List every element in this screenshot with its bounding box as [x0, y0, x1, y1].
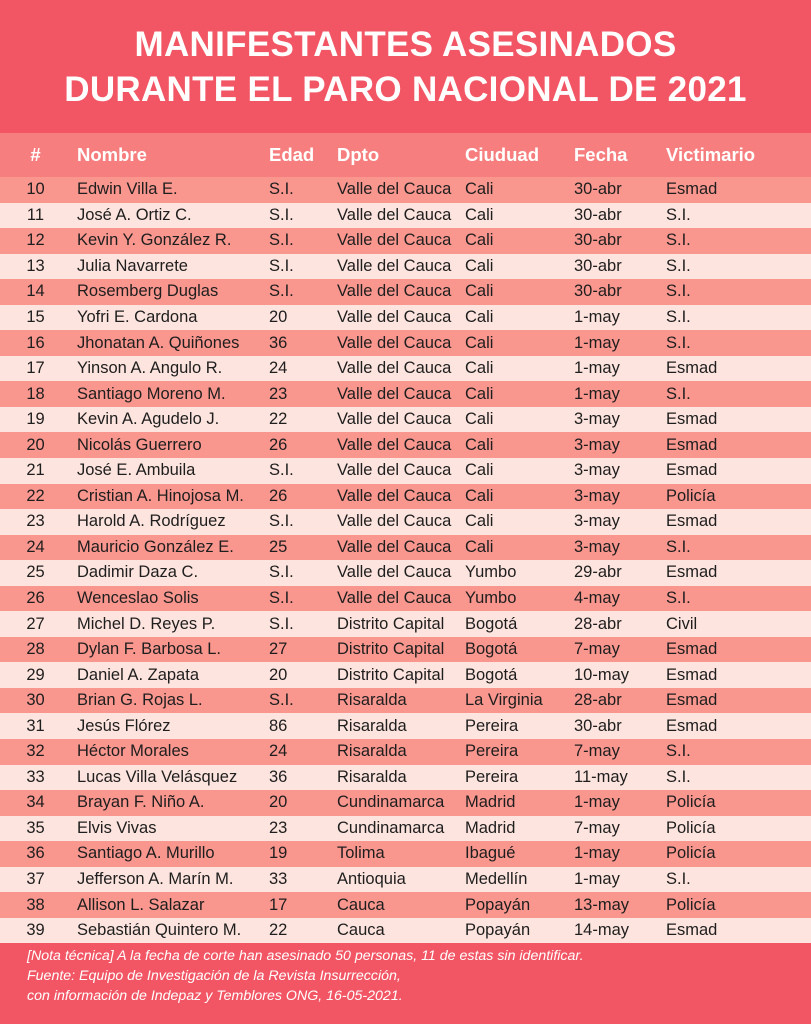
table-row — [0, 330, 811, 356]
cell-date: 3-may — [574, 512, 620, 531]
cell-city: Cali — [465, 359, 494, 378]
cell-number: 22 — [26, 486, 45, 505]
cell-name: Yofri E. Cardona — [77, 308, 198, 326]
cell-age: 25 — [269, 537, 288, 556]
header-age: Edad — [269, 144, 315, 165]
cell-city: Cali — [465, 333, 494, 352]
cell-department: Distrito Capital — [337, 665, 445, 684]
cell-city: Cali — [465, 486, 494, 505]
cell-date: 1-may — [574, 359, 620, 378]
cell-perpetrator: Esmad — [666, 640, 718, 659]
cell-department: Valle del Cauca — [337, 359, 452, 378]
cell-number: 24 — [26, 537, 45, 556]
cell-age: 22 — [269, 921, 288, 940]
cell-age: S.I. — [269, 563, 294, 582]
cell-city: Cali — [465, 282, 494, 301]
table-row — [0, 892, 811, 918]
cell-number: 39 — [26, 921, 45, 940]
cell-department: Risaralda — [337, 716, 407, 735]
table-row — [0, 918, 811, 944]
cell-department: Valle del Cauca — [337, 563, 452, 582]
cell-department: Distrito Capital — [337, 640, 445, 659]
cell-age: 27 — [269, 640, 288, 659]
title-banner — [0, 0, 811, 133]
cell-date: 1-may — [574, 333, 620, 352]
cell-date: 1-may — [574, 308, 620, 326]
cell-perpetrator: Esmad — [666, 435, 718, 454]
cell-name: Dylan F. Barbosa L. — [77, 640, 221, 659]
cell-number: 26 — [26, 589, 45, 608]
cell-name: Jhonatan A. Quiñones — [77, 333, 240, 352]
cell-department: Valle del Cauca — [337, 537, 452, 556]
cell-number: 36 — [26, 844, 45, 863]
cell-name: Daniel A. Zapata — [77, 665, 199, 684]
cell-age: 20 — [269, 665, 288, 684]
victims-table — [0, 133, 811, 943]
cell-department: Cundinamarca — [337, 818, 445, 837]
cell-perpetrator: S.I. — [666, 231, 691, 250]
cell-age: 22 — [269, 410, 288, 429]
cell-number: 14 — [26, 282, 45, 301]
cell-name: Brayan F. Niño A. — [77, 793, 205, 812]
cell-date: 7-may — [574, 742, 620, 761]
cell-number: 37 — [26, 870, 45, 889]
table-row — [0, 509, 811, 535]
cell-department: Risaralda — [337, 767, 407, 786]
cell-city: Bogotá — [465, 665, 518, 684]
cell-date: 3-may — [574, 410, 620, 429]
cell-perpetrator: S.I. — [666, 384, 691, 403]
cell-perpetrator: Policía — [666, 486, 716, 505]
cell-city: Cali — [465, 410, 494, 429]
cell-number: 18 — [26, 384, 45, 403]
cell-age: S.I. — [269, 205, 294, 224]
cell-age: S.I. — [269, 589, 294, 608]
cell-age: S.I. — [269, 256, 294, 275]
cell-perpetrator: Esmad — [666, 180, 718, 199]
cell-age: 33 — [269, 870, 288, 889]
cell-age: 23 — [269, 818, 288, 837]
table-row — [0, 381, 811, 407]
cell-department: Valle del Cauca — [337, 589, 452, 608]
cell-number: 35 — [26, 818, 45, 837]
table-row — [0, 637, 811, 663]
cell-perpetrator: Esmad — [666, 512, 718, 531]
cell-name: Nicolás Guerrero — [77, 435, 202, 454]
title-line-2: DURANTE EL PARO NACIONAL DE 2021 — [64, 69, 747, 109]
table-row — [0, 407, 811, 433]
cell-city: Popayán — [465, 895, 531, 914]
cell-perpetrator: Esmad — [666, 921, 718, 940]
cell-department: Risaralda — [337, 742, 407, 761]
cell-perpetrator: Esmad — [666, 410, 718, 429]
cell-date: 10-may — [574, 665, 630, 684]
cell-age: 20 — [269, 308, 288, 326]
footnote — [0, 943, 811, 1006]
cell-perpetrator: S.I. — [666, 870, 691, 889]
table-row — [0, 765, 811, 791]
table-row — [0, 662, 811, 688]
cell-date: 1-may — [574, 870, 620, 889]
cell-perpetrator: S.I. — [666, 205, 691, 224]
cell-department: Valle del Cauca — [337, 384, 452, 403]
cell-number: 15 — [26, 308, 45, 326]
cell-age: S.I. — [269, 614, 294, 633]
cell-name: Jefferson A. Marín M. — [77, 870, 234, 889]
cell-city: Pereira — [465, 767, 519, 786]
cell-perpetrator: S.I. — [666, 333, 691, 352]
cell-date: 3-may — [574, 486, 620, 505]
cell-department: Valle del Cauca — [337, 486, 452, 505]
table-row — [0, 305, 811, 331]
header-perpetrator: Victimario — [666, 144, 756, 165]
header-number: # — [30, 144, 41, 165]
cell-date: 30-abr — [574, 180, 622, 199]
cell-name: Wenceslao Solis — [77, 589, 199, 608]
table-row — [0, 790, 811, 816]
cell-number: 27 — [26, 614, 45, 633]
cell-perpetrator: S.I. — [666, 282, 691, 301]
cell-name: Yinson A. Angulo R. — [77, 359, 223, 378]
cell-city: Pereira — [465, 716, 519, 735]
cell-age: 36 — [269, 333, 288, 352]
cell-city: Cali — [465, 180, 494, 199]
table-row — [0, 535, 811, 561]
table-row — [0, 279, 811, 305]
cell-perpetrator: S.I. — [666, 767, 691, 786]
cell-date: 14-may — [574, 921, 630, 940]
cell-perpetrator: Policía — [666, 895, 716, 914]
cell-age: 26 — [269, 435, 288, 454]
cell-name: Allison L. Salazar — [77, 895, 205, 914]
cell-city: Bogotá — [465, 640, 518, 659]
cell-city: Cali — [465, 461, 494, 480]
cell-date: 7-may — [574, 818, 620, 837]
table-row — [0, 356, 811, 382]
cell-age: 24 — [269, 742, 288, 761]
cell-city: Cali — [465, 512, 494, 531]
cell-name: Kevin Y. González R. — [77, 231, 232, 250]
table-row — [0, 228, 811, 254]
cell-date: 3-may — [574, 461, 620, 480]
cell-name: Cristian A. Hinojosa M. — [77, 486, 244, 505]
cell-date: 7-may — [574, 640, 620, 659]
cell-department: Valle del Cauca — [337, 461, 452, 480]
table-row — [0, 560, 811, 586]
cell-age: S.I. — [269, 180, 294, 199]
cell-date: 3-may — [574, 537, 620, 556]
cell-name: Mauricio González E. — [77, 537, 234, 556]
cell-number: 38 — [26, 895, 45, 914]
cell-city: Pereira — [465, 742, 519, 761]
cell-number: 29 — [26, 665, 45, 684]
cell-number: 28 — [26, 640, 45, 659]
table-row — [0, 611, 811, 637]
cell-name: Brian G. Rojas L. — [77, 691, 203, 710]
cell-number: 17 — [26, 359, 45, 378]
cell-number: 20 — [26, 435, 45, 454]
cell-city: Cali — [465, 308, 494, 326]
cell-department: Cundinamarca — [337, 793, 445, 812]
table-body — [0, 177, 811, 943]
cell-perpetrator: S.I. — [666, 537, 691, 556]
cell-city: Cali — [465, 256, 494, 275]
cell-number: 10 — [26, 180, 45, 199]
cell-date: 3-may — [574, 435, 620, 454]
cell-city: Cali — [465, 205, 494, 224]
cell-department: Cauca — [337, 895, 385, 914]
cell-date: 28-abr — [574, 614, 622, 633]
cell-age: 17 — [269, 895, 288, 914]
cell-name: Rosemberg Duglas — [77, 282, 219, 301]
cell-name: Lucas Villa Velásquez — [77, 767, 238, 786]
cell-number: 32 — [26, 742, 45, 761]
cell-date: 28-abr — [574, 691, 622, 710]
cell-name: José E. Ambuila — [77, 461, 196, 480]
table-row — [0, 484, 811, 510]
cell-date: 1-may — [574, 384, 620, 403]
cell-department: Antioquia — [337, 870, 406, 889]
cell-number: 33 — [26, 767, 45, 786]
cell-department: Valle del Cauca — [337, 205, 452, 224]
cell-department: Valle del Cauca — [337, 256, 452, 275]
footnote-source-detail: con información de Indepaz y Temblores ONG, 16-05-2021. — [27, 988, 403, 1005]
cell-name: Harold A. Rodríguez — [77, 512, 226, 531]
cell-date: 11-may — [574, 767, 628, 786]
cell-city: La Virginia — [465, 691, 543, 710]
cell-perpetrator: Esmad — [666, 691, 718, 710]
cell-number: 13 — [26, 256, 45, 275]
footnote-note: [Nota técnica] A la fecha de corte han asesinado 50 personas, 11 de estas sin identificar. — [27, 948, 584, 965]
cell-name: José A. Ortiz C. — [77, 205, 192, 224]
cell-perpetrator: Policía — [666, 793, 716, 812]
cell-name: Sebastián Quintero M. — [77, 921, 242, 940]
cell-date: 30-abr — [574, 231, 622, 250]
footnote-source: Fuente: Equipo de Investigación de la Revista Insurrección, — [27, 968, 401, 985]
header-city: Ciuduad — [465, 144, 539, 165]
cell-perpetrator: S.I. — [666, 589, 691, 608]
cell-city: Cali — [465, 435, 494, 454]
cell-perpetrator: S.I. — [666, 308, 691, 326]
cell-date: 1-may — [574, 793, 620, 812]
cell-city: Madrid — [465, 818, 516, 837]
cell-name: Julia Navarrete — [77, 256, 188, 275]
cell-city: Bogotá — [465, 614, 518, 633]
table-row — [0, 867, 811, 893]
cell-perpetrator: Esmad — [666, 359, 718, 378]
cell-date: 30-abr — [574, 282, 622, 301]
header-date: Fecha — [574, 144, 628, 165]
cell-name: Kevin A. Agudelo J. — [77, 410, 220, 429]
cell-name: Dadimir Daza C. — [77, 563, 199, 582]
cell-number: 23 — [26, 512, 45, 531]
cell-number: 34 — [26, 793, 45, 812]
cell-city: Medellín — [465, 870, 528, 889]
cell-perpetrator: Esmad — [666, 461, 718, 480]
cell-name: Santiago A. Murillo — [77, 844, 215, 863]
cell-department: Valle del Cauca — [337, 410, 452, 429]
header-name: Nombre — [77, 144, 147, 165]
table-row — [0, 254, 811, 280]
cell-city: Yumbo — [465, 589, 517, 608]
cell-date: 30-abr — [574, 256, 622, 275]
cell-age: 19 — [269, 844, 288, 863]
table-row — [0, 458, 811, 484]
cell-age: 86 — [269, 716, 288, 735]
cell-age: 26 — [269, 486, 288, 505]
cell-number: 12 — [26, 231, 45, 250]
cell-department: Valle del Cauca — [337, 282, 452, 301]
cell-number: 21 — [26, 461, 45, 480]
cell-department: Risaralda — [337, 691, 407, 710]
cell-department: Valle del Cauca — [337, 231, 452, 250]
cell-date: 30-abr — [574, 716, 622, 735]
cell-perpetrator: Esmad — [666, 716, 718, 735]
cell-department: Cauca — [337, 921, 385, 940]
cell-age: 36 — [269, 767, 288, 786]
cell-age: S.I. — [269, 231, 294, 250]
cell-department: Valle del Cauca — [337, 308, 452, 326]
cell-age: 23 — [269, 384, 288, 403]
cell-perpetrator: Policía — [666, 844, 716, 863]
table-header-row — [0, 133, 811, 177]
cell-number: 11 — [26, 205, 45, 224]
table-row — [0, 739, 811, 765]
cell-name: Héctor Morales — [77, 742, 189, 761]
table-row — [0, 586, 811, 612]
cell-date: 13-may — [574, 895, 630, 914]
cell-age: 20 — [269, 793, 288, 812]
cell-age: 24 — [269, 359, 288, 378]
cell-city: Cali — [465, 537, 494, 556]
cell-date: 30-abr — [574, 205, 622, 224]
table-row — [0, 841, 811, 867]
cell-number: 16 — [26, 333, 45, 352]
cell-date: 29-abr — [574, 563, 622, 582]
cell-perpetrator: S.I. — [666, 256, 691, 275]
cell-perpetrator: S.I. — [666, 742, 691, 761]
cell-city: Cali — [465, 231, 494, 250]
cell-name: Edwin Villa E. — [77, 180, 178, 199]
cell-number: 30 — [26, 691, 45, 710]
cell-name: Elvis Vivas — [77, 818, 157, 837]
cell-perpetrator: Civil — [666, 614, 698, 633]
cell-age: S.I. — [269, 461, 294, 480]
table-row — [0, 713, 811, 739]
cell-city: Madrid — [465, 793, 516, 812]
title-line-1: MANIFESTANTES ASESINADOS — [134, 24, 677, 64]
cell-perpetrator: Esmad — [666, 665, 718, 684]
cell-city: Yumbo — [465, 563, 517, 582]
table-row — [0, 203, 811, 229]
cell-date: 4-may — [574, 589, 620, 608]
cell-department: Valle del Cauca — [337, 180, 452, 199]
table-row — [0, 688, 811, 714]
cell-name: Santiago Moreno M. — [77, 384, 226, 403]
cell-number: 25 — [26, 563, 45, 582]
cell-perpetrator: Esmad — [666, 563, 718, 582]
cell-age: S.I. — [269, 512, 294, 531]
cell-perpetrator: Policía — [666, 818, 716, 837]
table-row — [0, 432, 811, 458]
cell-department: Valle del Cauca — [337, 333, 452, 352]
cell-age: S.I. — [269, 282, 294, 301]
cell-department: Distrito Capital — [337, 614, 445, 633]
cell-number: 31 — [26, 716, 45, 735]
header-department: Dpto — [337, 144, 380, 165]
cell-city: Cali — [465, 384, 494, 403]
cell-date: 1-may — [574, 844, 620, 863]
cell-department: Valle del Cauca — [337, 435, 452, 454]
cell-number: 19 — [26, 410, 45, 429]
cell-city: Popayán — [465, 921, 531, 940]
table-row — [0, 177, 811, 203]
cell-name: Jesús Flórez — [77, 716, 171, 735]
table-row — [0, 816, 811, 842]
cell-city: Ibagué — [465, 844, 516, 863]
cell-age: S.I. — [269, 691, 294, 710]
cell-department: Tolima — [337, 844, 385, 863]
cell-department: Valle del Cauca — [337, 512, 452, 531]
cell-name: Michel D. Reyes P. — [77, 614, 216, 633]
